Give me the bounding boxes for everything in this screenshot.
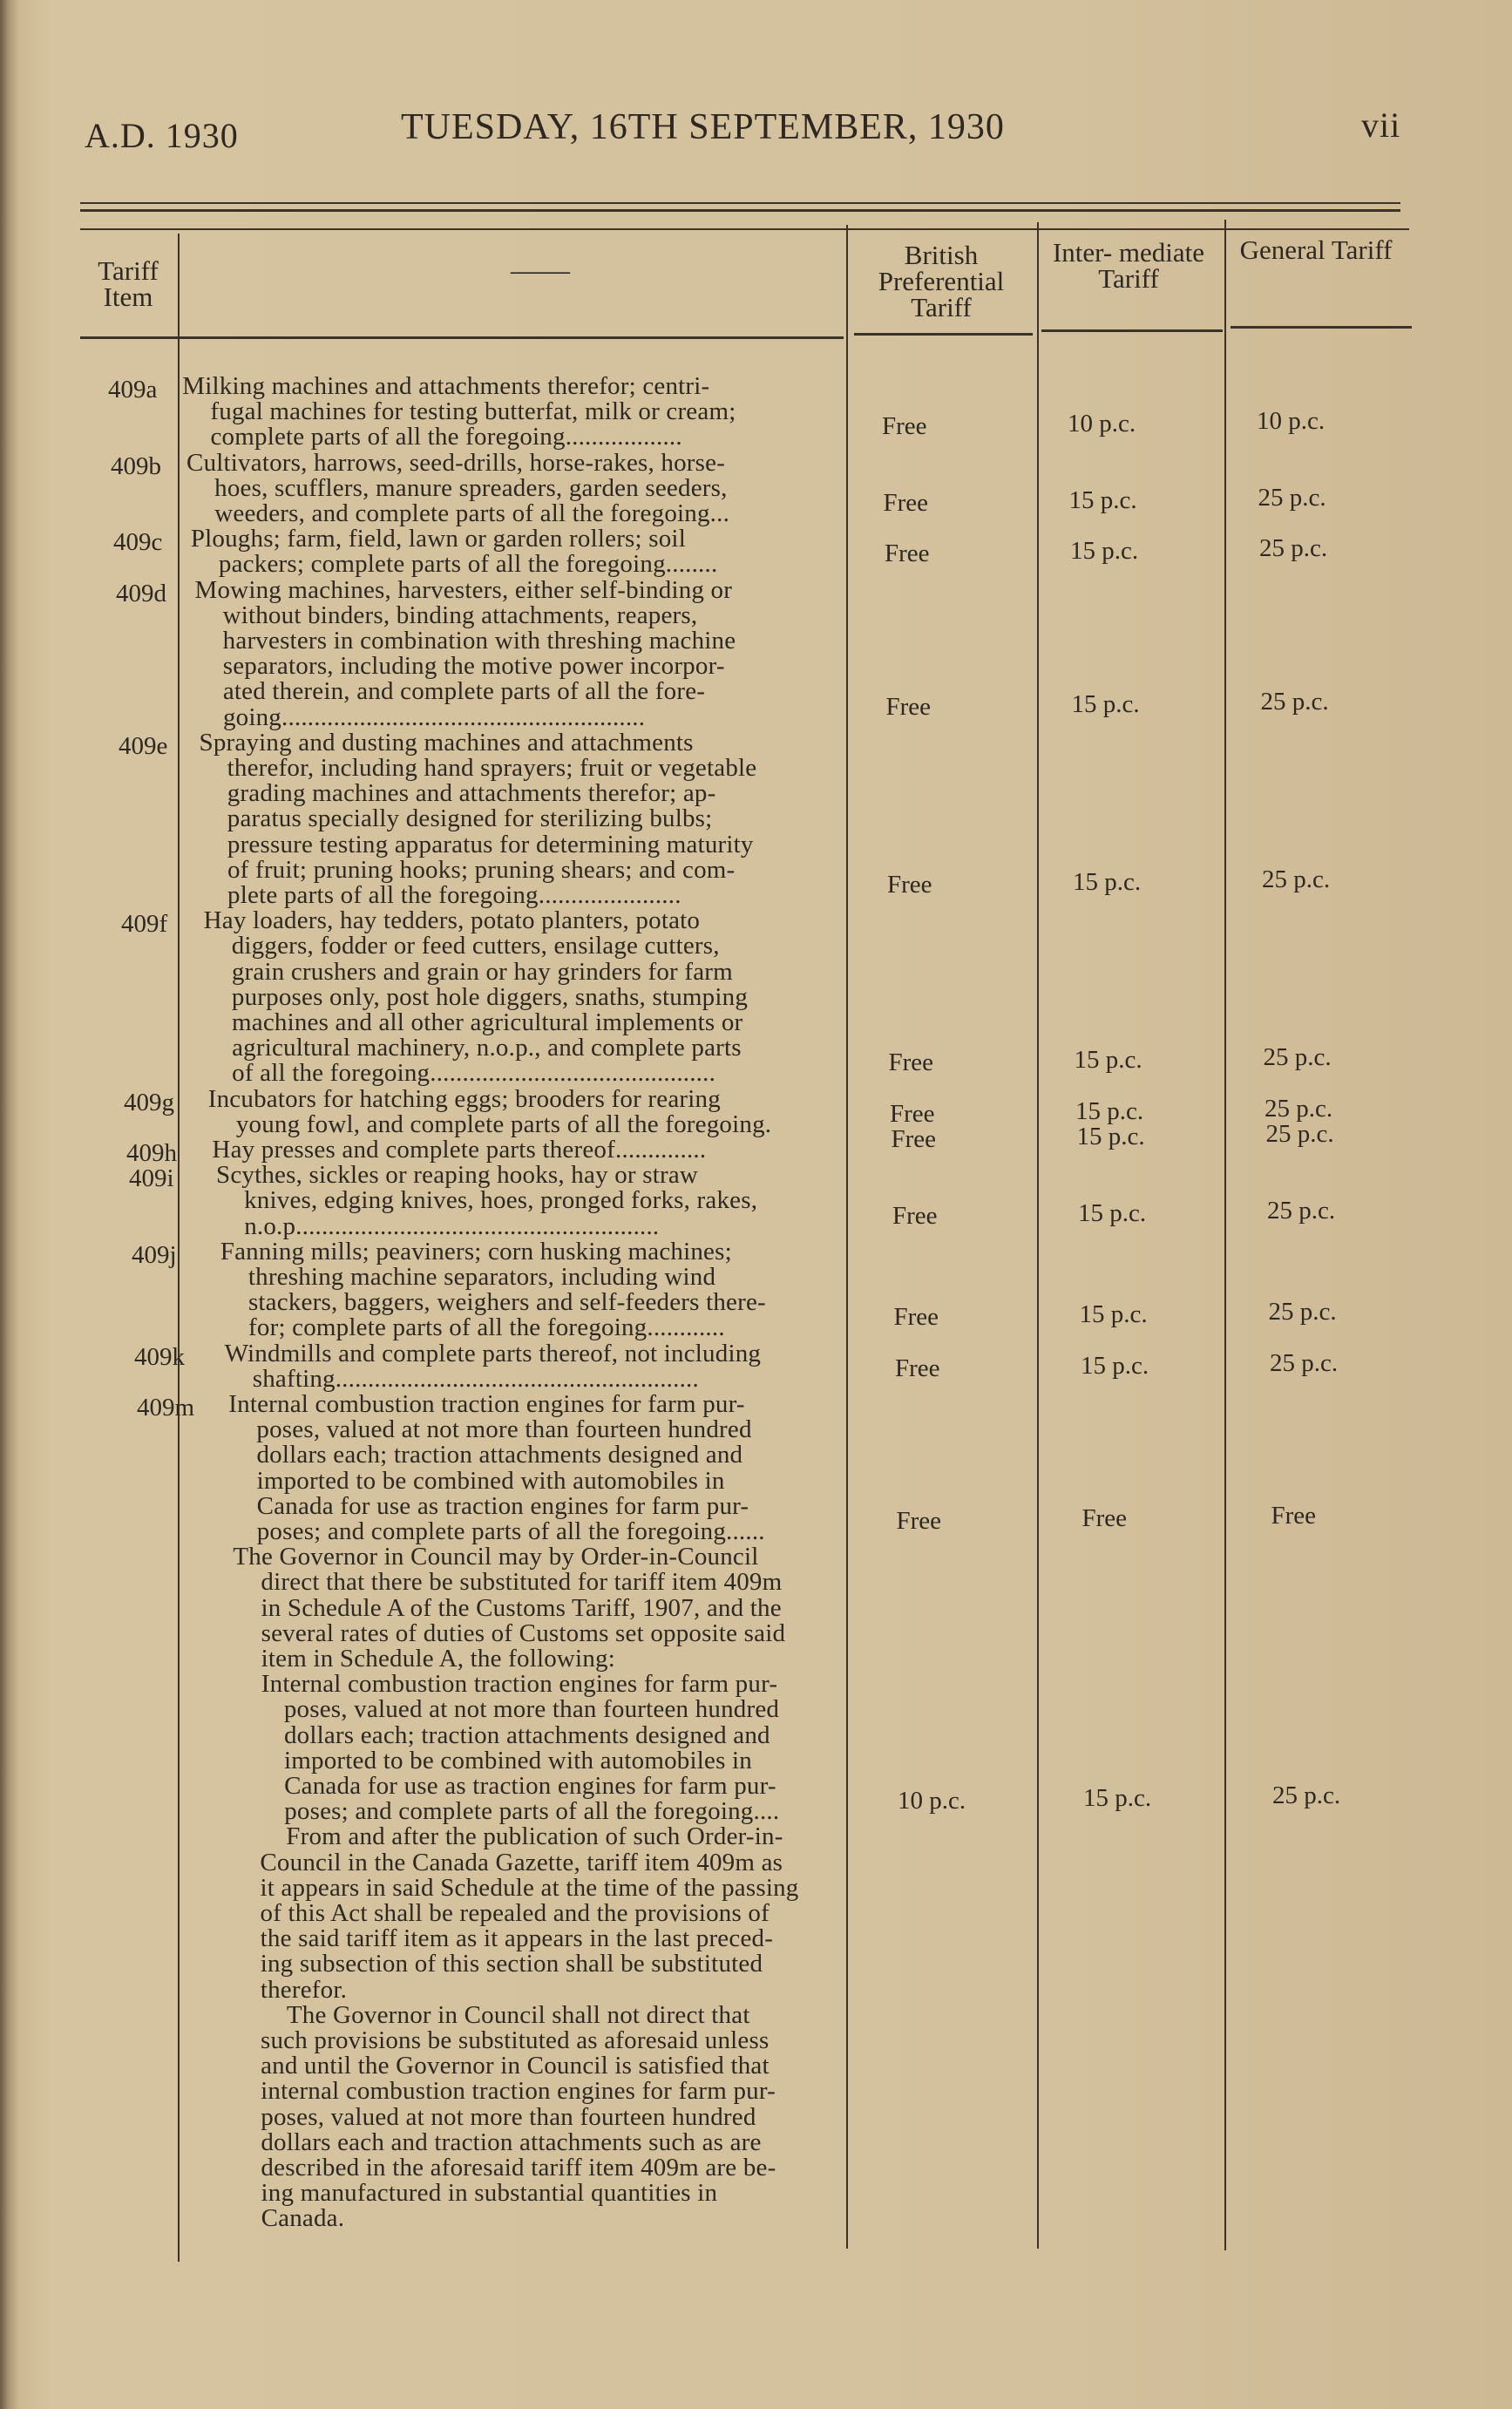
rate-british-preferential: Free <box>891 1125 937 1153</box>
rate-intermediate: 10 p.c. <box>1068 410 1136 438</box>
rate-general: 25 p.c. <box>1265 1120 1334 1148</box>
description-line: complete parts of all the foregoing.................. <box>210 423 682 451</box>
description-line: of fruit; pruning hooks; pruning shears; and com- <box>227 855 736 884</box>
description-line: agricultural machinery, n.o.p., and complete parts <box>232 1034 742 1062</box>
rate-intermediate: 15 p.c. <box>1076 1123 1145 1150</box>
description-line: Internal combustion traction engines for farm pur- <box>228 1390 745 1418</box>
tariff-item-code: 409g <box>124 1088 174 1116</box>
description-line: and until the Governor in Council is satisfied that <box>261 2052 770 2080</box>
rate-general: 25 p.c. <box>1259 534 1328 563</box>
description-line: Canada. <box>261 2204 345 2233</box>
description-line: without binders, binding attachments, reapers, <box>222 601 698 629</box>
description-line: Mowing machines, harvesters, either self-binding or <box>194 575 733 604</box>
description-line: machines and all other agricultural implements or <box>231 1008 743 1036</box>
description-line: diggers, fodder or feed cutters, ensilage cutters, <box>231 932 720 960</box>
description-line: grading machines and attachments therefor; ap- <box>227 779 716 808</box>
description-line: for; complete parts of all the foregoing............ <box>248 1313 725 1342</box>
description-line: poses, valued at not more than fourteen hundred <box>261 2102 756 2131</box>
rate-british-preferential: Free <box>882 412 927 441</box>
rate-intermediate: 15 p.c. <box>1079 1300 1148 1329</box>
tariff-item-code: 409b <box>111 451 161 480</box>
description-line: Milking machines and attachments therefor; centri- <box>182 372 710 400</box>
description-line: Internal combustion traction engines for farm pur- <box>261 1670 778 1699</box>
description-line: threshing machine separators, including wind <box>247 1263 716 1291</box>
description-line: poses; and complete parts of all the foregoing.... <box>284 1797 780 1826</box>
tariff-item-code: 409d <box>116 579 166 607</box>
description-line: described in the aforesaid tariff item 409m are be- <box>261 2154 776 2182</box>
description-line: Canada for use as traction engines for farm pur- <box>284 1772 776 1800</box>
description-line: shafting........................................................ <box>252 1364 699 1393</box>
description-line: purposes only, post hole diggers, snaths, stumping <box>231 982 749 1011</box>
rate-intermediate: 15 p.c. <box>1071 689 1140 718</box>
column-divider <box>178 234 180 2262</box>
column-header-intermediate: Inter- mediate Tariff <box>1052 237 1205 294</box>
description-line: fugal machines for testing butterfat, milk or cream; <box>210 397 736 426</box>
description-line: such provisions be substituted as aforesaid unless <box>260 2026 770 2054</box>
tariff-item-code: 409e <box>119 731 168 760</box>
column-divider <box>846 225 848 2249</box>
column-divider <box>1037 222 1039 2249</box>
description-line: packers; complete parts of all the foregoing........ <box>218 550 718 579</box>
column-header-tariff-item: Tariff Item <box>98 255 159 312</box>
rate-general: 25 p.c. <box>1262 865 1331 893</box>
rate-british-preferential: Free <box>895 1354 940 1382</box>
description-line: knives, edging knives, hoes, pronged forks, rakes, <box>244 1186 758 1215</box>
rate-british-preferential: Free <box>892 1201 938 1230</box>
description-line: poses, valued at not more than fourteen hundred <box>283 1695 780 1724</box>
top-rule <box>80 202 1400 204</box>
description-line: young fowl, and complete parts of all the foregoing. <box>235 1109 772 1138</box>
rate-intermediate: 15 p.c. <box>1073 868 1142 896</box>
description-line: of this Act shall be repealed and the provisions of <box>260 1899 770 1927</box>
description-line: plete parts of all the foregoing...................... <box>227 881 681 909</box>
tariff-item-code: 409i <box>129 1164 174 1193</box>
rate-british-preferential: Free <box>888 1048 934 1077</box>
rate-intermediate: 15 p.c. <box>1074 1046 1142 1075</box>
tariff-item-code: 409c <box>113 528 163 557</box>
description-line: harvesters in combination with threshing machine <box>222 627 736 655</box>
rate-intermediate: 15 p.c. <box>1075 1096 1144 1125</box>
description-line: it appears in said Schedule at the time of the passing <box>260 1873 799 1902</box>
rate-british-preferential: Free <box>890 1099 935 1128</box>
description-line: several rates of duties of Customs set opposite said <box>261 1618 786 1647</box>
description-line: weeders, and complete parts of all the foregoing... <box>214 499 730 527</box>
description-line: Council in the Canada Gazette, tariff item 409m as <box>260 1848 783 1876</box>
rate-general: 25 p.c. <box>1268 1298 1337 1327</box>
rate-general: 25 p.c. <box>1263 1043 1332 1072</box>
rate-intermediate: 15 p.c. <box>1068 486 1137 514</box>
description-line: item in Schedule A, the following: <box>261 1645 615 1673</box>
rate-general: 25 p.c. <box>1265 1094 1333 1123</box>
rate-intermediate: Free <box>1081 1504 1128 1532</box>
top-rule-double <box>80 209 1400 212</box>
rate-general: 25 p.c. <box>1260 687 1329 716</box>
description-line: dollars each and traction attachments such as are <box>261 2127 762 2156</box>
description-line: ing subsection of this section shall be substituted <box>260 1950 763 1978</box>
description-line: Canada for use as traction engines for farm pur- <box>256 1491 749 1520</box>
description-line: the said tariff item as it appears in the last preced- <box>260 1924 774 1953</box>
tariff-item-code: 409h <box>126 1139 177 1167</box>
rate-general: 25 p.c. <box>1270 1348 1339 1377</box>
header-page-number: vii <box>1361 105 1401 145</box>
rate-british-preferential: Free <box>896 1507 942 1535</box>
rate-general: 10 p.c. <box>1257 407 1326 436</box>
running-head <box>0 105 1512 157</box>
tariff-item-code: 409m <box>137 1394 195 1422</box>
description-line: stackers, baggers, weighers and self-feeders there- <box>247 1288 766 1317</box>
description-line: The Governor in Council may by Order-in-Council <box>233 1543 759 1571</box>
description-line: Ploughs; farm, field, lawn or garden rollers; soil <box>190 525 686 553</box>
description-line: internal combustion traction engines for farm pur- <box>261 2077 776 2106</box>
description-line: ated therein, and complete parts of all the fore- <box>222 677 706 706</box>
description-line: imported to be combined with automobiles in <box>284 1746 752 1775</box>
rate-general: Free <box>1271 1502 1317 1530</box>
description-line: Hay presses and complete parts thereof.............. <box>212 1136 707 1164</box>
description-line: therefor. <box>260 1975 348 2004</box>
rate-general: 25 p.c. <box>1258 484 1326 512</box>
description-line: pressure testing apparatus for determining maturity <box>227 830 754 858</box>
header-rule <box>1041 329 1223 332</box>
rate-british-preferential: Free <box>885 692 932 721</box>
header-year: A.D. 1930 <box>85 116 239 155</box>
description-line: dollars each; traction attachments designed and <box>283 1720 770 1749</box>
tariff-item-code: 409f <box>121 910 168 939</box>
description-line: dollars each; traction attachments designed and <box>256 1441 743 1469</box>
description-line: Cultivators, harrows, seed-drills, horse-rakes, horse- <box>186 448 726 477</box>
description-line: Incubators for hatching eggs; brooders for rearing <box>207 1084 721 1113</box>
rate-intermediate: 15 p.c. <box>1081 1351 1149 1380</box>
description-line: paratus specially designed for sterilizing bulbs; <box>227 804 713 833</box>
description-line: direct that there be substituted for tariff item 409m <box>261 1568 783 1597</box>
description-line: going........................................................ <box>222 702 646 731</box>
description-line: From and after the publication of such Order-in- <box>286 1822 783 1851</box>
description-line: grain crushers and grain or hay grinders for farm <box>231 957 733 986</box>
tariff-item-code: 409k <box>134 1342 185 1371</box>
description-line: Hay loaders, hay tedders, potato planters, potato <box>203 906 701 935</box>
column-divider <box>1224 220 1226 2250</box>
rate-general: 25 p.c. <box>1267 1196 1336 1225</box>
header-rule <box>80 336 844 339</box>
rate-british-preferential: Free <box>885 539 930 568</box>
rate-general: 25 p.c. <box>1272 1781 1341 1810</box>
column-header-general: General Tariff <box>1239 234 1393 265</box>
tariff-item-code: 409j <box>132 1240 177 1269</box>
description-line: imported to be combined with automobiles in <box>256 1466 725 1495</box>
description-line: Scythes, sickles or reaping hooks, hay or straw <box>216 1161 699 1190</box>
description-line: The Governor in Council shall not direct that <box>286 2000 750 2029</box>
description-line: ing manufactured in substantial quantities in <box>261 2179 718 2208</box>
description-line: therefor, including hand sprayers; fruit or vegetable <box>227 754 757 782</box>
description-line: Fanning mills; peaviners; corn husking machines; <box>220 1237 732 1266</box>
rate-intermediate: 15 p.c. <box>1070 537 1139 566</box>
header-date: TUESDAY, 16TH SEPTEMBER, 1930 <box>401 107 1005 147</box>
description-line: hoes, scufflers, manure spreaders, garden seeders, <box>214 473 728 502</box>
description-line: in Schedule A of the Customs Tariff, 1907, and the <box>261 1593 782 1622</box>
header-rule <box>854 333 1033 336</box>
description-line: of all the foregoing............................................ <box>232 1059 716 1088</box>
rate-british-preferential: Free <box>887 871 932 899</box>
rate-intermediate: 15 p.c. <box>1078 1198 1147 1227</box>
table-top-rule <box>80 228 1409 230</box>
header-rule <box>1231 326 1412 329</box>
tariff-item-code: 409a <box>108 376 158 404</box>
description-line: poses; and complete parts of all the foregoing...... <box>256 1517 765 1545</box>
description-line: n.o.p........................................................ <box>244 1211 660 1240</box>
rate-british-preferential: Free <box>883 489 929 517</box>
column-header-description: —— <box>511 254 570 287</box>
rate-british-preferential: 10 p.c. <box>898 1787 966 1815</box>
rate-british-preferential: Free <box>893 1303 939 1332</box>
rate-intermediate: 15 p.c. <box>1083 1784 1152 1813</box>
column-header-british-preferential: British Preferential Tariff <box>878 240 1005 322</box>
description-line: separators, including the motive power incorpor- <box>222 652 725 681</box>
description-line: Windmills and complete parts thereof, not including <box>224 1339 762 1367</box>
description-line: Spraying and dusting machines and attachments <box>199 728 694 757</box>
description-line: poses, valued at not more than fourteen hundred <box>256 1415 752 1444</box>
